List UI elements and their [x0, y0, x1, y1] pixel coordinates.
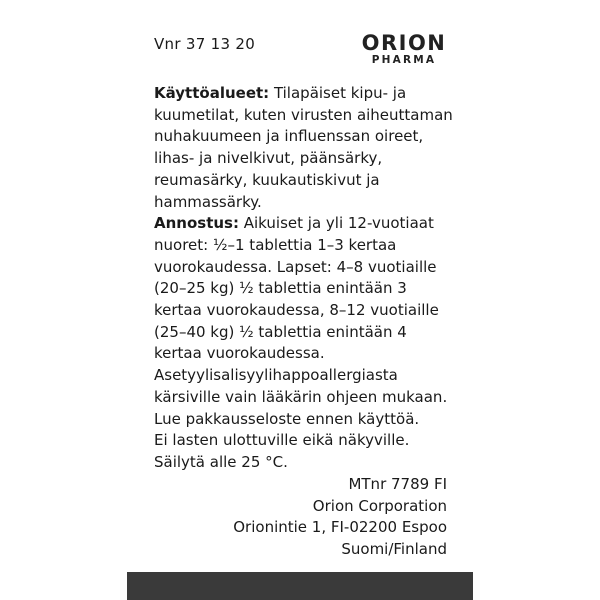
country: Suomi/Finland [341, 540, 447, 559]
kayttoalueet-heading: Käyttöalueet: [154, 84, 270, 102]
note-storage: Säilytä alle 25 °C. [154, 452, 288, 471]
logo-sub-text: PHARMA [371, 54, 437, 66]
kayttoalueet-text: Tilapäiset kipu- ja kuumetilat, kuten virusten aiheuttaman nuhakuumeen ja influenssan oireet, lihas- ja nivelkivut, päänsärky, reumasärky, kuukautiskivut ja hammassärky. [154, 84, 453, 211]
annostus-text: Aikuiset ja yli 12-vuotiaat nuoret: ½–1 tablettia 1–3 kertaa vuorokaudessa. Lapset: 4–8 vuotiaille (20–25 kg) ½ tablettia enintään 3 kertaa vuorokaudessa, 8–12 vuotiaille (25–40 kg) ½ tablettia enintään 4 kertaa vuorokaudessa. Asetyylisalisyylihappoallergiasta kärsiville vain lääkärin ohjeen mukaan. [154, 214, 448, 406]
annostus-heading: Annostus: [154, 214, 239, 233]
annostus-paragraph [154, 213, 459, 408]
manufacturer-address [233, 474, 447, 561]
orion-pharma-logo [358, 33, 450, 66]
instructions-text [154, 83, 459, 474]
company-name: Orion Corporation [312, 496, 447, 515]
street-address: Orionintie 1, FI-02200 Espoo [233, 518, 447, 537]
package-label [127, 0, 473, 600]
vnr-number: Vnr 37 13 20 [154, 35, 256, 53]
mtnr-number: MTnr 7789 FI [348, 475, 447, 493]
footer-bar [127, 572, 473, 600]
logo-brand-text: ORION [361, 31, 447, 55]
note-keep-away-children: Ei lasten ulottuville eikä näkyville. [154, 431, 410, 450]
note-read-leaflet: Lue pakkausseloste ennen käyttöä. [154, 409, 420, 428]
kayttoalueet-paragraph [154, 83, 459, 213]
